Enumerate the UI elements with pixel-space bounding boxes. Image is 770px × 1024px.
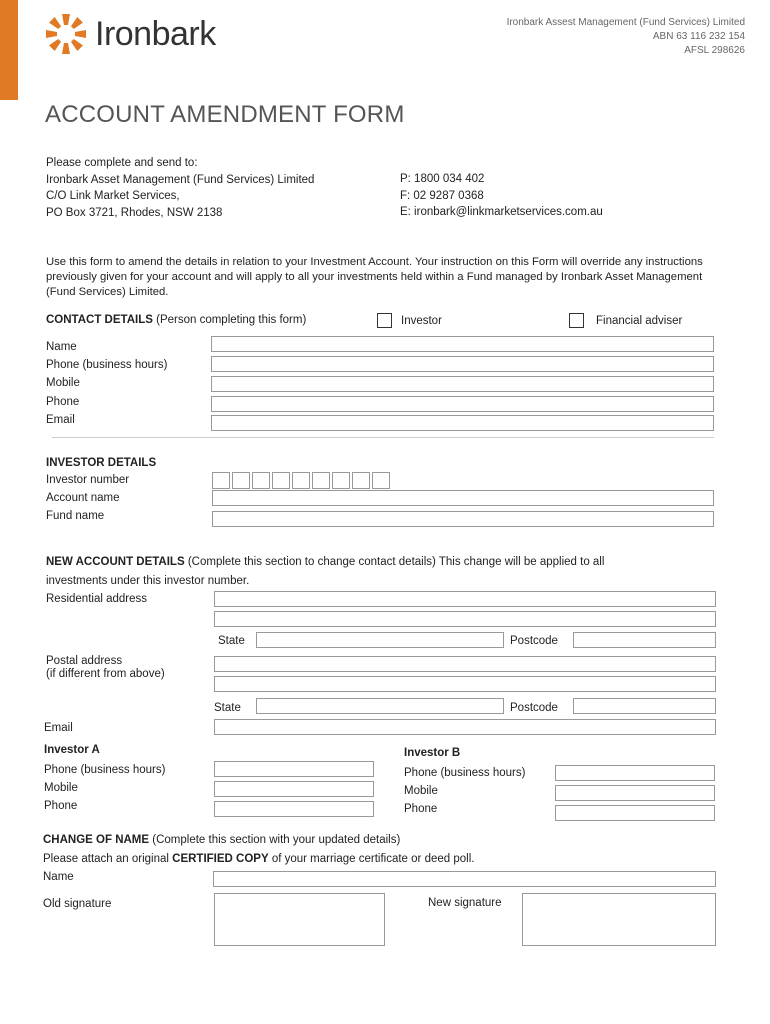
account-name-label: Account name <box>46 492 120 504</box>
company-afsl: AFSL 298626 <box>684 45 745 56</box>
new-name-label: Name <box>43 871 74 883</box>
send-to-line: C/O Link Market Services, <box>46 190 180 202</box>
fund-name-label: Fund name <box>46 510 105 522</box>
investor-b-mobile-label: Mobile <box>404 785 438 797</box>
divider <box>52 437 714 438</box>
investor-b-heading: Investor B <box>404 747 461 759</box>
investor-b-phone-business-label: Phone (business hours) <box>404 767 526 779</box>
page-title: ACCOUNT AMENDMENT FORM <box>45 101 405 128</box>
new-email-field[interactable] <box>214 719 716 735</box>
residential-postcode-label: Postcode <box>510 635 558 647</box>
investor-b-phone-label: Phone <box>404 803 438 815</box>
fax-number: F: 02 9287 0368 <box>400 189 484 202</box>
contact-mobile-field[interactable] <box>211 376 714 392</box>
investor-number-digit[interactable] <box>312 472 330 489</box>
new-account-note-2: investments under this investor number. <box>46 575 250 587</box>
ironbark-logo <box>43 12 216 56</box>
postal-address-line1[interactable] <box>214 656 716 672</box>
residential-address-line2[interactable] <box>214 611 716 627</box>
phone-number: P: 1800 034 402 <box>400 173 485 185</box>
intro-paragraph: Use this form to amend the details in relation to your Investment Account. Your instruction on this Form will override any instructions previously given for your account and will apply to all your investments held within a Fund managed by Ironbark Asset Management (Fund Services) Limited. <box>46 256 703 299</box>
investor-a-phone-business-field[interactable] <box>214 761 374 777</box>
investor-a-mobile-label: Mobile <box>44 782 78 794</box>
financial-adviser-checkbox[interactable] <box>569 313 584 328</box>
new-name-field[interactable] <box>213 871 716 887</box>
instruction-prefix: Please attach an original <box>43 853 173 865</box>
contact-phone-label: Phone <box>46 396 80 408</box>
company-name: Ironbark Assest Management (Fund Services) Limited <box>506 17 745 28</box>
investor-number-digit[interactable] <box>352 472 370 489</box>
investor-number-digit[interactable] <box>372 472 390 489</box>
postal-address-note: (if different from above) <box>46 668 165 680</box>
investor-b-phone-field[interactable] <box>555 805 715 821</box>
section-note: (Complete this section to change contact details) This change will be applied to all <box>187 556 605 568</box>
section-note: (Complete this section with your updated details) <box>152 834 401 846</box>
section-heading: NEW ACCOUNT DETAILS <box>46 556 185 568</box>
new-account-heading <box>46 554 604 571</box>
contact-mobile-label: Mobile <box>46 377 80 389</box>
postal-postcode-field[interactable] <box>573 698 716 714</box>
investor-a-phone-label: Phone <box>44 800 78 812</box>
postal-state-label: State <box>214 702 241 714</box>
account-name-field[interactable] <box>212 490 714 506</box>
contact-phone-field[interactable] <box>211 396 714 412</box>
residential-state-field[interactable] <box>256 632 504 648</box>
send-to-line: Ironbark Asset Management (Fund Services) Limited <box>46 173 315 186</box>
investor-number-digit[interactable] <box>252 472 270 489</box>
old-signature-label: Old signature <box>43 898 112 910</box>
contact-name-label: Name <box>46 341 77 353</box>
postal-postcode-label: Postcode <box>510 702 558 714</box>
postal-address-line2[interactable] <box>214 676 716 692</box>
contact-email-label: Email <box>46 414 75 426</box>
section-note: (Person completing this form) <box>156 314 307 326</box>
accent-bar <box>0 0 18 100</box>
fund-name-field[interactable] <box>212 511 714 527</box>
postal-state-field[interactable] <box>256 698 504 714</box>
investor-details-heading: INVESTOR DETAILS <box>46 457 157 469</box>
send-to-address <box>46 155 314 221</box>
contact-phone-business-field[interactable] <box>211 356 714 372</box>
ironbark-star-icon <box>43 12 89 56</box>
financial-adviser-label: Financial adviser <box>596 315 683 327</box>
email-address: E: ironbark@linkmarketservices.com.au <box>400 206 603 218</box>
residential-postcode-field[interactable] <box>573 632 716 648</box>
investor-number-digit[interactable] <box>272 472 290 489</box>
old-signature-box[interactable] <box>214 893 385 946</box>
contact-details-heading <box>46 312 306 329</box>
investor-b-phone-business-field[interactable] <box>555 765 715 781</box>
investor-number-digit[interactable] <box>212 472 230 489</box>
residential-state-label: State <box>218 635 245 647</box>
residential-address-line1[interactable] <box>214 591 716 607</box>
instruction-bold: CERTIFIED COPY <box>172 853 269 865</box>
investor-number-digit[interactable] <box>332 472 350 489</box>
new-signature-box[interactable] <box>522 893 716 946</box>
new-email-label: Email <box>44 722 73 734</box>
company-abn: ABN 63 116 232 154 <box>652 31 745 42</box>
section-heading: CHANGE OF NAME <box>43 834 150 846</box>
contact-email-field[interactable] <box>211 415 714 431</box>
investor-number-digit[interactable] <box>232 472 250 489</box>
new-signature-label: New signature <box>428 897 502 909</box>
change-of-name-heading <box>43 832 400 849</box>
section-heading: CONTACT DETAILS <box>46 314 153 326</box>
investor-b-mobile-field[interactable] <box>555 785 715 801</box>
send-to-line: PO Box 3721, Rhodes, NSW 2138 <box>46 206 223 219</box>
send-to-contact <box>400 171 603 221</box>
send-to-line: Please complete and send to: <box>46 157 198 169</box>
postal-address-label: Postal address <box>46 655 123 667</box>
investor-number-digit[interactable] <box>292 472 310 489</box>
residential-address-label: Residential address <box>46 593 148 605</box>
investor-a-mobile-field[interactable] <box>214 781 374 797</box>
brand-name: Ironbark <box>95 14 216 53</box>
investor-a-phone-field[interactable] <box>214 801 374 817</box>
instruction-suffix: of your marriage certificate or deed poll. <box>268 853 475 865</box>
company-info <box>507 16 745 58</box>
investor-a-heading: Investor A <box>44 744 100 756</box>
certified-copy-instruction <box>43 851 474 868</box>
investor-option-label: Investor <box>401 315 442 327</box>
contact-name-field[interactable] <box>211 336 714 352</box>
contact-phone-business-label: Phone (business hours) <box>46 359 168 371</box>
investor-a-phone-business-label: Phone (business hours) <box>44 764 166 776</box>
investor-number-label: Investor number <box>46 474 130 486</box>
investor-checkbox[interactable] <box>377 313 392 328</box>
